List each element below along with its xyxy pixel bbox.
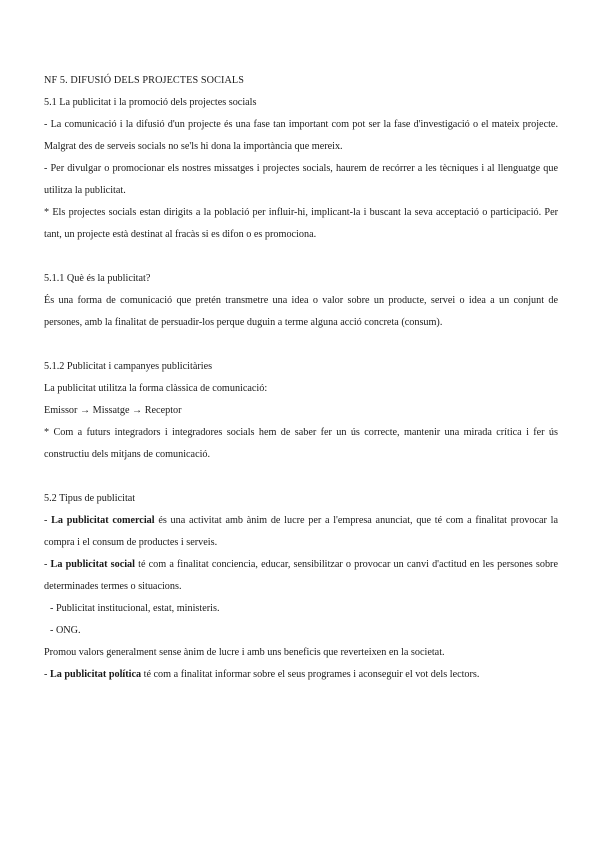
item-prefix: - — [44, 559, 51, 570]
item-publicitat-politica — [44, 664, 558, 686]
section-5-1-2-paragraph-1: La publicitat utilitza la forma clàssica de comunicació: — [44, 383, 268, 394]
spacer — [44, 246, 558, 268]
section-5-2-heading: 5.2 Tipus de publicitat — [44, 493, 136, 504]
section-5-1-paragraph-3: * Els projectes socials estan dirigits a la població per influir-hi, implicant-la i buscant la seva acceptació o participació. Per tant, un projecte està destinat al fracàs si es difon o es promociona. — [44, 207, 558, 240]
item-text: té com a finalitat conciencia, educar, sensibilitzar o provocar un canvi d'actitud en les persones sobre determinades termes o situacions. — [44, 559, 558, 592]
item-text: té com a finalitat informar sobre el seus programes i aconseguir el vot dels lectors. — [141, 669, 480, 680]
section-5-1-heading: 5.1 La publicitat i la promoció dels projectes socials — [44, 97, 257, 108]
document-page — [44, 70, 558, 686]
item-text: és una activitat amb ànim de lucre per a l'empresa anunciat, que té com a finalitat provocar la compra i el consum de productes i serveis. — [44, 515, 558, 548]
sub-item-ong: - ONG. — [50, 625, 81, 636]
section-5-1-paragraph-2: - Per divulgar o promocionar els nostres missatges i projectes socials, haurem de recórrer a les tècniques i al llenguatge que utilitza la publicitat. — [44, 163, 558, 196]
item-prefix: - — [44, 515, 52, 526]
sub-item-institucional: - Publicitat institucional, estat, ministeris. — [50, 603, 220, 614]
section-5-1-2-heading: 5.1.2 Publicitat i campanyes publicitàries — [44, 361, 213, 372]
term-publicitat-social: La publicitat social — [50, 559, 135, 570]
communication-model: Emissor → Missatge → Receptor — [44, 405, 182, 416]
promou-valors-text: Promou valors generalment sense ànim de lucre i amb uns beneficis que reverteixen en la societat. — [44, 647, 445, 658]
term-publicitat-comercial: La publicitat comercial — [51, 515, 155, 526]
section-5-1-paragraph-1: - La comunicació i la difusió d'un projecte és una fase tan important com pot ser la fase d'investigació o el mateix projecte. Malgrat des de serveis socials no se'ls hi dona la importància que mereix. — [44, 119, 558, 152]
item-publicitat-comercial — [44, 510, 558, 554]
spacer — [44, 334, 558, 356]
item-publicitat-social — [44, 554, 558, 598]
item-prefix: - — [44, 669, 50, 680]
document-title: NF 5. DIFUSIÓ DELS PROJECTES SOCIALS — [44, 75, 245, 86]
section-5-1-1-paragraph: És una forma de comunicació que pretén transmetre una idea o valor sobre un producte, servei o idea a un conjunt de persones, amb la finalitat de persuadir-los perque duguin a terme alguna acció concreta (consum). — [44, 295, 558, 328]
section-5-1-2-paragraph-3: * Com a futurs integradors i integradores socials hem de saber fer un ús correcte, mantenir una mirada crítica i fer ús constructiu dels mitjans de comunicació. — [44, 427, 558, 460]
term-publicitat-politica: La publicitat política — [49, 669, 142, 680]
section-5-1-1-heading: 5.1.1 Què és la publicitat? — [44, 273, 151, 284]
spacer — [44, 466, 558, 488]
